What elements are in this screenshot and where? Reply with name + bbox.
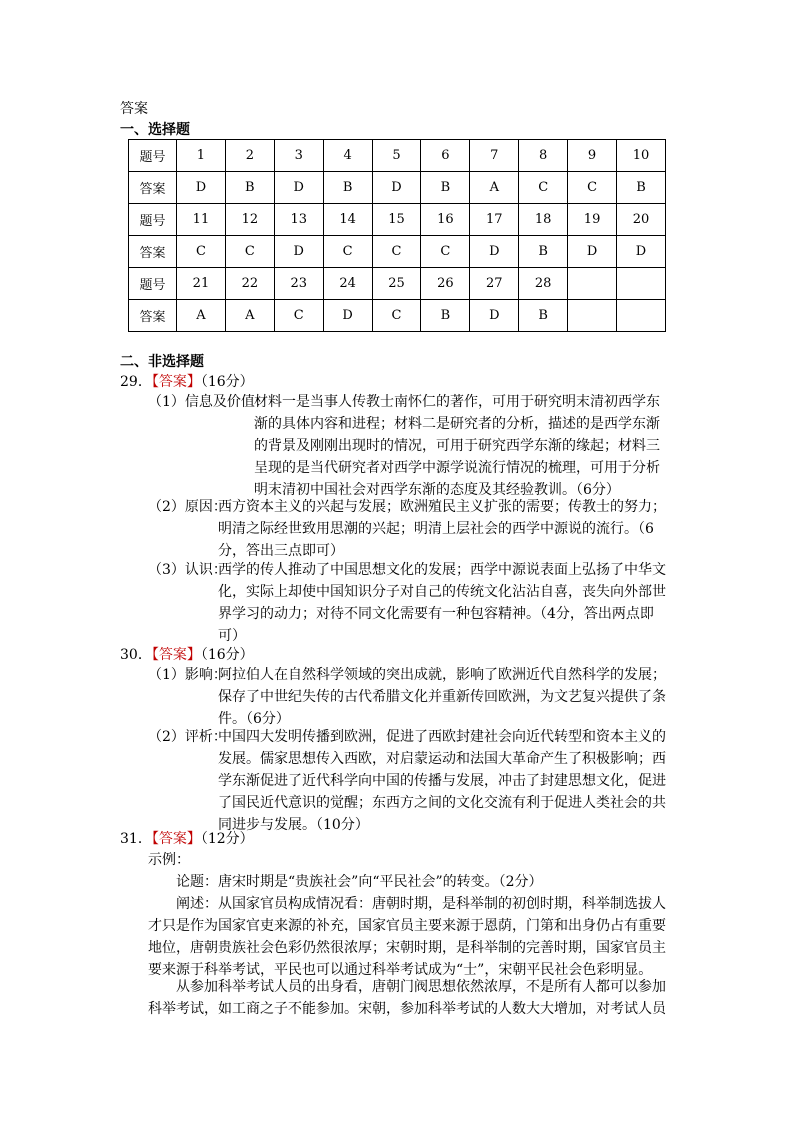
answer-table-cell: B <box>421 300 470 332</box>
answer-table-cell: A <box>470 172 519 204</box>
q30-item-2-label: （2）评析： <box>148 729 227 745</box>
q29-score: （16分） <box>200 374 254 390</box>
answer-table-row <box>129 236 666 268</box>
answer-table-cell: 21 <box>177 268 226 300</box>
q30-item-1-text: 阿拉伯人在自然科学领域的突出成就，影响了欧洲近代自然科学的发展；保存了中世纪失传的古代希腊文化并重新传回欧洲，为文艺复兴提供了条件。（6分） <box>218 667 666 727</box>
answer-table-cell: 26 <box>421 268 470 300</box>
answer-table-row-header: 题号 <box>129 140 177 172</box>
q29-item-3 <box>148 559 668 647</box>
answer-table-cell: C <box>519 172 568 204</box>
answer-table <box>128 139 666 332</box>
answer-table-cell: D <box>323 300 372 332</box>
answer-table-cell: 17 <box>470 204 519 236</box>
answer-table-cell: C <box>177 236 226 268</box>
q31-header <box>120 829 254 849</box>
answer-table-cell: 3 <box>274 140 323 172</box>
q29-answer-mark: 【答案】 <box>151 374 201 390</box>
q29-item-1 <box>148 391 668 501</box>
answer-table-cell: 11 <box>177 204 226 236</box>
answer-table-cell: B <box>617 172 666 204</box>
answer-table-cell: C <box>568 172 617 204</box>
answer-table-cell: 23 <box>274 268 323 300</box>
q30-answer-mark: 【答案】 <box>151 647 201 663</box>
q29-item-1-label: （1）信息及价值： <box>148 394 269 410</box>
answer-table-cell: B <box>519 300 568 332</box>
section-title-choice: 一、选择题 <box>120 122 190 138</box>
answer-table-cell: B <box>323 172 372 204</box>
answer-table-row <box>129 172 666 204</box>
q29-item-2-label: （2）原因： <box>148 499 227 515</box>
section-title-nonchoice: 二、非选择题 <box>120 354 204 370</box>
answer-table-cell: 1 <box>177 140 226 172</box>
answer-table-cell: D <box>274 236 323 268</box>
answer-table-row <box>129 140 666 172</box>
answer-table-cell: 25 <box>372 268 421 300</box>
q30-item-2 <box>148 726 670 836</box>
answer-table-cell: 15 <box>372 204 421 236</box>
q31-score: （12分） <box>200 831 254 847</box>
answer-table-cell: 19 <box>568 204 617 236</box>
answer-table-cell: D <box>177 172 226 204</box>
answer-table-cell: D <box>568 236 617 268</box>
answer-table-cell: C <box>274 300 323 332</box>
answer-table-cell: D <box>274 172 323 204</box>
answer-table-cell: 18 <box>519 204 568 236</box>
answer-table-cell: C <box>421 236 470 268</box>
answer-table-cell: 14 <box>323 204 372 236</box>
q29-item-3-text: 西学的传人推动了中国思想文化的发展；西学中源说表面上弘扬了中华文化，实际上却使中国知识分子对自己的传统文化沾沾自喜，丧失向外部世界学习的动力；对待不同文化需要有一种包容精神。（4分，答出两点即可） <box>218 562 666 644</box>
answer-table-cell: 10 <box>617 140 666 172</box>
answer-table-cell: C <box>323 236 372 268</box>
q30-number: 30． <box>120 647 152 663</box>
answer-table-cell: B <box>421 172 470 204</box>
q30-item-1 <box>148 664 670 730</box>
answer-table-cell: B <box>225 172 274 204</box>
answer-table-cell: 2 <box>225 140 274 172</box>
q30-score: （16分） <box>200 647 254 663</box>
q31-thesis: 论题：唐宋时期是“贵族社会”向“平民社会”的转变。（2分） <box>176 874 543 890</box>
answer-table-cell: 5 <box>372 140 421 172</box>
answer-table-row-header: 题号 <box>129 268 177 300</box>
answer-table-cell: 24 <box>323 268 372 300</box>
answer-table-cell: 27 <box>470 268 519 300</box>
answer-table-cell: 13 <box>274 204 323 236</box>
answer-table-cell <box>617 300 666 332</box>
answer-table-row-header: 题号 <box>129 204 177 236</box>
q31-paragraph-1: 阐述：从国家官员构成情况看：唐朝时期，是科举制的初创时期，科举制选拔人才只是作为国家官吏来源的补充，国家官员主要来源于恩荫，门第和出身仍占有重要地位，唐朝贵族社会色彩仍然很浓厚；宋朝时期，是科举制的完善时期，国家官员主要来源于科举考试，平民也可以通过科举考试成为“士”，宋朝平民社会色彩明显。 <box>148 896 666 978</box>
q31-example-label: 示例： <box>148 852 190 868</box>
answer-table-row-header: 答案 <box>129 236 177 268</box>
answer-table-cell: 7 <box>470 140 519 172</box>
q29-number: 29． <box>120 374 152 390</box>
answer-table-cell: 4 <box>323 140 372 172</box>
answer-table-cell: 16 <box>421 204 470 236</box>
answer-table-cell: 22 <box>225 268 274 300</box>
answer-table-cell: 12 <box>225 204 274 236</box>
q31-paragraph-2: 从参加科举考试人员的出身看，唐朝门阀思想依然浓厚，不是所有人都可以参加科举考试，如工商之子不能参加。宋朝，参加科举考试的人数大大增加，对考试人员 <box>148 979 666 1017</box>
q30-item-2-text: 中国四大发明传播到欧洲，促进了西欧封建社会向近代转型和资本主义的发展。儒家思想传入西欧，对启蒙运动和法国大革命产生了积极影响；西学东渐促进了近代科学向中国的传播与发展，冲击了封建思想文化，促进了国民近代意识的觉醒；东西方之间的文化交流有利于促进人类社会的共同进步与发展。（10分） <box>218 729 666 833</box>
answer-table-cell: 20 <box>617 204 666 236</box>
answer-table-row <box>129 204 666 236</box>
answer-table-cell: A <box>177 300 226 332</box>
q29-item-3-label: （3）认识： <box>148 562 227 578</box>
answer-table-cell: D <box>470 300 519 332</box>
answer-table-row <box>129 268 666 300</box>
answer-table-cell: B <box>519 236 568 268</box>
answer-table-cell: 28 <box>519 268 568 300</box>
answer-table-row-header: 答案 <box>129 172 177 204</box>
answer-table-cell: 8 <box>519 140 568 172</box>
q29-item-2 <box>148 496 668 562</box>
answer-table-cell <box>568 300 617 332</box>
q31-number: 31． <box>120 831 152 847</box>
answer-table-row <box>129 300 666 332</box>
answer-table-cell: D <box>470 236 519 268</box>
q29-item-2-text: 西方资本主义的兴起与发展；欧洲殖民主义扩张的需要；传教士的努力；明清之际经世致用思潮的兴起；明清上层社会的西学中源说的流行。（6分，答出三点即可） <box>218 499 666 559</box>
answer-table-cell: C <box>372 236 421 268</box>
answer-table-cell: 6 <box>421 140 470 172</box>
answer-table-cell <box>568 268 617 300</box>
q30-header <box>120 645 254 665</box>
q29-header <box>120 372 254 392</box>
answer-table-cell: A <box>225 300 274 332</box>
answer-table-cell: 9 <box>568 140 617 172</box>
q30-item-1-label: （1）影响： <box>148 667 227 683</box>
page-title: 答案 <box>120 101 148 117</box>
q31-answer-mark: 【答案】 <box>151 831 201 847</box>
answer-table-cell <box>617 268 666 300</box>
answer-table-cell: D <box>617 236 666 268</box>
q29-item-1-text: 材料一是当事人传教士南怀仁的著作，可用于研究明末清初西学东渐的具体内容和进程；材料二是研究者的分析，描述的是西学东渐的背景及刚刚出现时的情况，可用于研究西学东渐的缘起；材料三呈现的是当代研究者对西学中源学说流行情况的梳理，可用于分析明末清初中国社会对西学东渐的态度及其经验教训。（6分） <box>254 394 660 498</box>
answer-table-cell: C <box>372 300 421 332</box>
answer-table-cell: D <box>372 172 421 204</box>
answer-table-cell: C <box>225 236 274 268</box>
answer-table-row-header: 答案 <box>129 300 177 332</box>
